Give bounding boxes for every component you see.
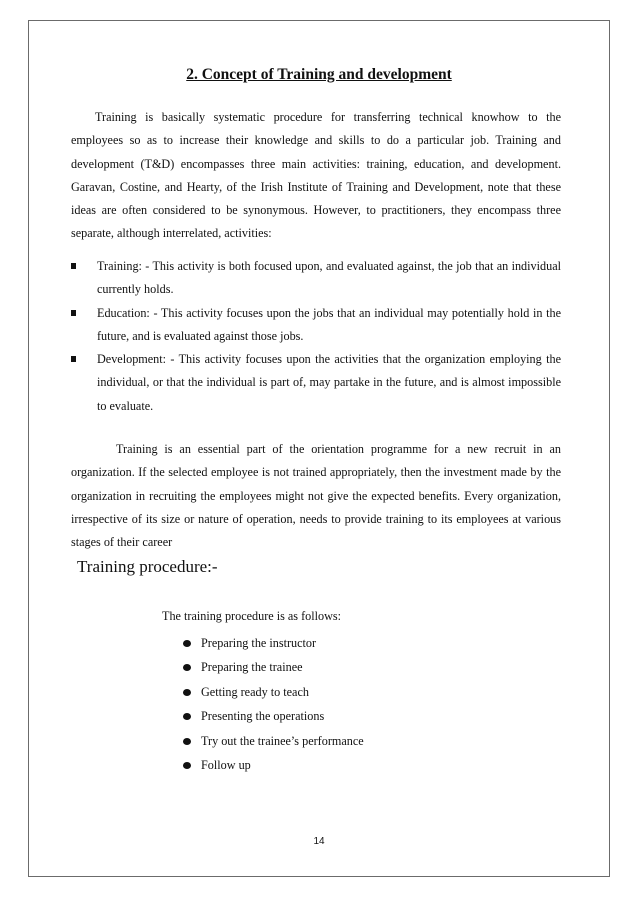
page-number: 14 (313, 836, 325, 847)
list-item (71, 348, 561, 418)
step-text: Follow up (201, 757, 251, 772)
round-bullet-icon (183, 689, 191, 696)
round-bullet-icon (183, 664, 191, 671)
step-text: Preparing the trainee (201, 660, 303, 675)
round-bullet-icon (183, 713, 191, 720)
step-text: Presenting the operations (201, 709, 325, 724)
list-item (71, 302, 561, 349)
list-item (180, 631, 364, 655)
list-item-text: Training: - This activity is both focused upon, and evaluated against, the job that an individual currently holds. (97, 259, 561, 297)
procedure-steps-list (180, 631, 364, 777)
round-bullet-icon (183, 738, 191, 745)
round-bullet-icon (183, 640, 191, 647)
list-item (180, 680, 364, 704)
intro-paragraph: Training is basically systematic procedure for transferring technical knowhow to the employees so as to increase their knowledge and skills to do a particular job. Training and development (T&D) encompasses three main activities: training, education, and development. Garavan, Costine, and Hearty, of the Irish Institute of Training and Development, note that these ideas are often considered to be synonymous. However, to practitioners, they encompass three separate, although interrelated, activities: (71, 110, 561, 241)
list-item (180, 753, 364, 777)
list-item (180, 655, 364, 679)
square-bullet-icon (71, 263, 76, 269)
square-bullet-icon (71, 310, 76, 316)
orientation-paragraph: Training is an essential part of the orientation programme for a new recruit in an organization. If the selected employee is not trained appropriately, then the investment made by the organization in recruiting the employees might not give the expected benefits. Every organization, irrespective of its size or nature of operation, needs to provide training to its employees at various stages of their career (71, 442, 561, 550)
list-item-text: Education: - This activity focuses upon the jobs that an individual may potentially hold in the future, and is evaluated against those jobs. (97, 305, 561, 343)
procedure-intro: The training procedure is as follows: (162, 609, 342, 623)
section-heading: 2. Concept of Training and development (186, 66, 452, 83)
round-bullet-icon (183, 762, 191, 769)
activities-list (71, 255, 561, 418)
procedure-heading: Training procedure:- (77, 557, 218, 576)
list-item (180, 704, 364, 728)
list-item (180, 729, 364, 753)
square-bullet-icon (71, 356, 76, 362)
step-text: Preparing the instructor (201, 636, 317, 650)
step-text: Try out the trainee’s performance (201, 733, 364, 748)
list-item-text: Development: - This activity focuses upon the activities that the organization employing the individual, or that the individual is part of, may partake in the future, and is almost impossible to evaluate. (97, 352, 561, 413)
step-text: Getting ready to teach (201, 684, 309, 699)
list-item (71, 255, 561, 302)
